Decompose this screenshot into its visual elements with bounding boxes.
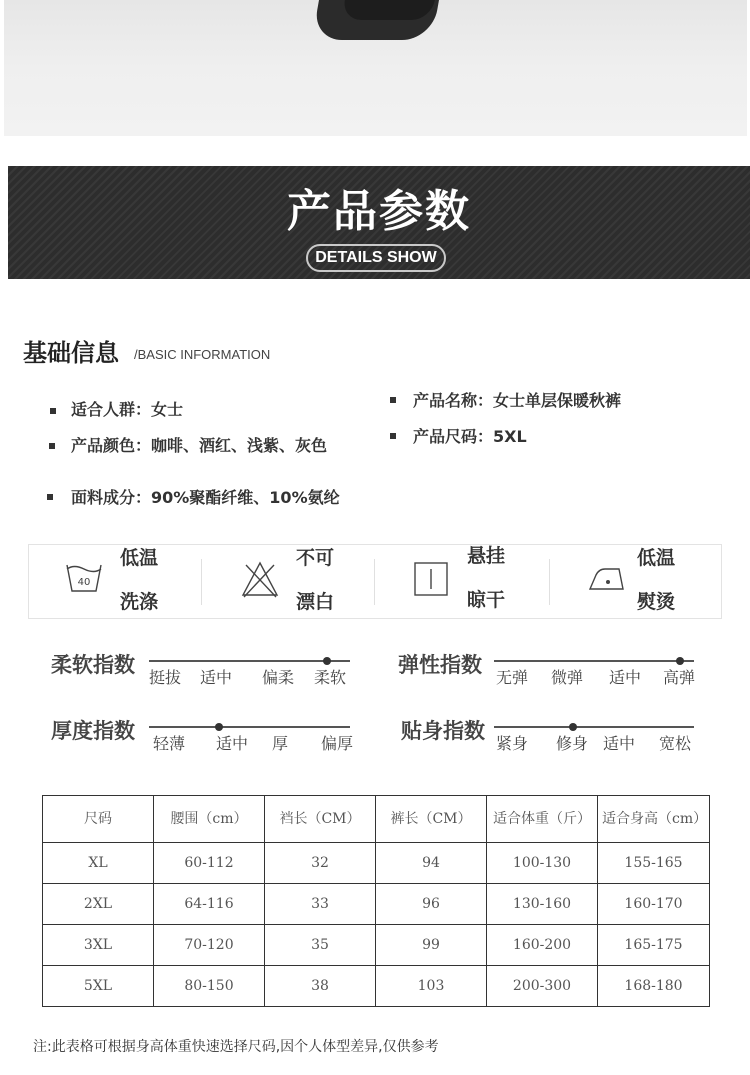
elasticity-option: 微弹 <box>551 668 584 687</box>
table-cell: 160-170 <box>598 884 710 925</box>
details-banner <box>8 166 750 279</box>
table-cell: 70-120 <box>154 925 265 966</box>
wash-40-icon <box>65 561 103 597</box>
product-photo <box>4 0 747 136</box>
thickness-title: 厚度指数 <box>51 719 135 743</box>
softness-option: 适中 <box>200 668 233 687</box>
elasticity-option: 适中 <box>609 668 642 687</box>
fit-scale-line <box>494 726 694 728</box>
table-cell: 2XL <box>43 884 154 925</box>
care-instructions <box>28 544 722 619</box>
bullet-icon <box>390 433 396 439</box>
care-label: 洗涤 <box>120 591 159 613</box>
thickness-option: 适中 <box>216 734 249 753</box>
table-cell: 96 <box>376 884 487 925</box>
table-cell: 100-130 <box>487 843 598 884</box>
divider <box>549 559 550 605</box>
fit-option: 修身 <box>556 734 589 753</box>
care-label: 熨烫 <box>637 591 676 613</box>
elasticity-indicator <box>676 657 684 665</box>
column-header: 裤长（CM） <box>376 796 487 843</box>
bullet-icon <box>390 397 396 403</box>
softness-title: 柔软指数 <box>51 653 135 677</box>
table-cell: 160-200 <box>487 925 598 966</box>
table-cell: 35 <box>265 925 376 966</box>
softness-option: 挺拔 <box>149 668 182 687</box>
fit-indicator <box>569 723 577 731</box>
size-chart-table <box>42 795 710 1007</box>
fit-option: 宽松 <box>659 734 692 753</box>
hang-dry-icon <box>413 561 449 597</box>
table-header-row <box>43 796 710 843</box>
bullet-icon <box>49 443 55 449</box>
column-header: 腰围（cm） <box>154 796 265 843</box>
softness-scale-line <box>149 660 350 662</box>
banner-badge: DETAILS SHOW <box>306 244 446 272</box>
table-cell: 33 <box>265 884 376 925</box>
thickness-scale-line <box>149 726 350 728</box>
svg-text:40: 40 <box>77 577 91 588</box>
fabric-edge-image <box>341 0 436 20</box>
table-row <box>43 884 710 925</box>
care-label: 悬挂 <box>467 545 506 567</box>
softness-option: 柔软 <box>314 668 347 687</box>
softness-indicator <box>323 657 331 665</box>
care-label: 不可 <box>296 547 335 569</box>
fit-option: 紧身 <box>496 734 529 753</box>
care-label: 漂白 <box>296 591 335 613</box>
info-size: 产品尺码：5XL <box>413 427 527 446</box>
column-header: 适合身高（cm） <box>598 796 710 843</box>
size-note: 注:此表格可根据身高体重快速选择尺码,因个人体型差异,仅供参考 <box>33 1039 439 1055</box>
table-cell: 99 <box>376 925 487 966</box>
care-label: 低温 <box>637 547 676 569</box>
table-cell: 103 <box>376 966 487 1007</box>
thickness-option: 偏厚 <box>321 734 354 753</box>
table-cell: 60-112 <box>154 843 265 884</box>
info-colors: 产品颜色：咖啡、酒红、浅紫、灰色 <box>71 436 328 455</box>
thickness-indicator <box>215 723 223 731</box>
table-cell: 130-160 <box>487 884 598 925</box>
table-cell: 165-175 <box>598 925 710 966</box>
elasticity-title: 弹性指数 <box>398 653 482 677</box>
thickness-option: 轻薄 <box>153 734 186 753</box>
table-row <box>43 843 710 884</box>
table-cell: 80-150 <box>154 966 265 1007</box>
care-label: 低温 <box>120 547 159 569</box>
table-cell: 168-180 <box>598 966 710 1007</box>
fit-option: 适中 <box>603 734 636 753</box>
table-cell: 5XL <box>43 966 154 1007</box>
thickness-option: 厚 <box>272 734 289 753</box>
table-cell: 155-165 <box>598 843 710 884</box>
no-bleach-icon <box>240 559 280 599</box>
basic-info-title: 基础信息 <box>23 339 119 367</box>
bullet-icon <box>50 408 56 414</box>
table-cell: XL <box>43 843 154 884</box>
table-cell: 200-300 <box>487 966 598 1007</box>
elasticity-option: 无弹 <box>496 668 529 687</box>
table-cell: 38 <box>265 966 376 1007</box>
table-cell: 3XL <box>43 925 154 966</box>
info-material: 面料成分：90%聚酯纤维、10%氨纶 <box>71 488 340 507</box>
table-cell: 32 <box>265 843 376 884</box>
bullet-icon <box>47 494 53 500</box>
softness-option: 偏柔 <box>262 668 295 687</box>
elasticity-option: 高弹 <box>663 668 696 687</box>
table-cell: 64-116 <box>154 884 265 925</box>
care-label: 晾干 <box>467 589 506 611</box>
elasticity-scale-line <box>494 660 694 662</box>
table-row <box>43 966 710 1007</box>
table-cell: 94 <box>376 843 487 884</box>
fit-title: 贴身指数 <box>401 719 485 743</box>
column-header: 尺码 <box>43 796 154 843</box>
column-header: 适合体重（斤） <box>487 796 598 843</box>
divider <box>201 559 202 605</box>
divider <box>374 559 375 605</box>
info-target-group: 适合人群：女士 <box>71 400 184 419</box>
table-row <box>43 925 710 966</box>
iron-low-icon <box>587 563 627 593</box>
banner-title: 产品参数 <box>287 186 471 237</box>
column-header: 裆长（CM） <box>265 796 376 843</box>
info-product-name: 产品名称：女士单层保暖秋裤 <box>413 391 622 410</box>
basic-info-subtitle: /BASIC INFORMATION <box>134 347 271 362</box>
